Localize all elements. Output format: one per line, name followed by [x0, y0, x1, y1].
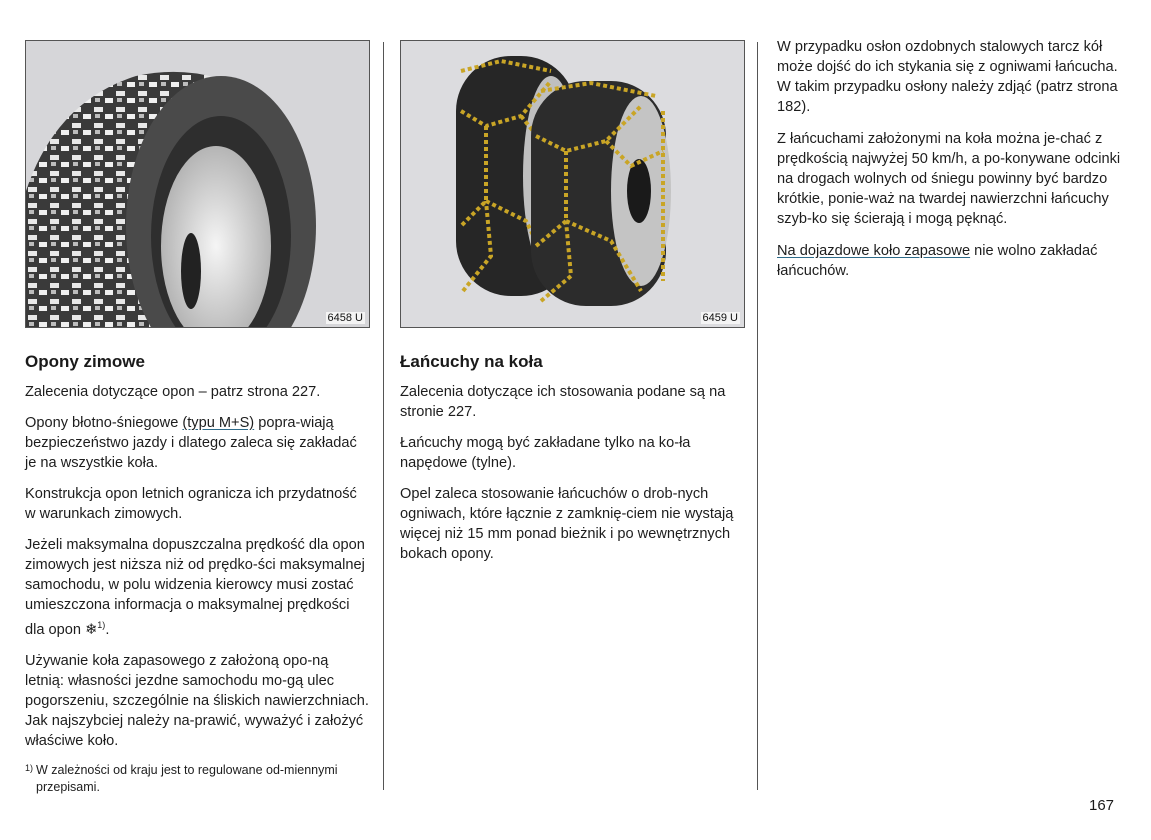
- text: popra-wiają bezpieczeństwo jazdy i dlatego zaleca się zakładać je na wszystkie koła.: [25, 415, 357, 471]
- paragraph: Opel zaleca stosowanie łańcuchów o drob-nych ogniwach, które łącznie z zamknię-ciem nie wystają więcej niż 15 mm ponad bieżnik i po wewnętrznych bokach opony.: [400, 486, 734, 562]
- ms-type-link[interactable]: (typu M+S): [182, 415, 255, 431]
- snow-chains-illustration: [401, 41, 745, 327]
- footnote-mark: 1): [25, 762, 34, 773]
- paragraph: Używanie koła zapasowego z założoną opo-ną letnią: własności jezdne samochodu mo-gą ulec pogorszeniu, szczególnie na śliskich nawierzchniach. Jak najszybciej należy na-prawić, wyważyć i założyć właściwe koło.: [25, 652, 369, 749]
- paragraph: [25, 413, 370, 473]
- figure-label: 6459 U: [702, 312, 738, 324]
- spare-wheel-link[interactable]: Na dojazdowe koło zapasowe: [777, 243, 971, 259]
- section-heading-winter-tires: Opony zimowe: [25, 352, 145, 371]
- paragraph: Z łańcuchami założonymi na koła można je-chać z prędkością najwyżej 50 km/h, a po-konywane odcinki na drogach wolnych od śniegu powinny być bardzo krótkie, ponie-waż na twardej nawierzchni łańcuchy szyb-ko się ścierają i mogą pęknąć.: [777, 131, 1121, 227]
- snow-chains-figure: [400, 40, 745, 328]
- right-column: [777, 37, 1127, 293]
- text: Jeżeli maksymalna dopuszczalna prędkość dla opon zimowych jest niższa niż od prędko-ści maksymalnej samochodu, w polu widzenia kierowcy musi zostać umieszczona informacja o maksymalnej prędkości dla opon: [25, 537, 365, 638]
- paragraph: Zalecenia dotyczące opon – patrz strona 227.: [25, 384, 321, 400]
- paragraph: Konstrukcja opon letnich ogranicza ich przydatność w warunkach zimowych.: [25, 486, 357, 522]
- winter-tire-illustration: [26, 41, 370, 327]
- text: Opony błotno-śniegowe: [25, 415, 183, 431]
- left-column: [25, 40, 370, 796]
- figure-label: 6458 U: [327, 312, 363, 324]
- column-divider-right: [757, 42, 758, 790]
- text: nie wolno zakładać łańcuchów.: [777, 243, 1098, 279]
- snowflake-icon: ❄: [85, 621, 98, 638]
- middle-column: [400, 40, 745, 575]
- footnote-reference: 1): [97, 620, 106, 630]
- paragraph: Łańcuchy mogą być zakładane tylko na ko-ła napędowe (tylne).: [400, 435, 691, 471]
- section-heading-snow-chains: Łańcuchy na koła: [400, 352, 543, 371]
- footnote: [25, 762, 370, 796]
- paragraph: Zalecenia dotyczące ich stosowania podane są na stronie 227.: [400, 384, 726, 420]
- text: .: [105, 621, 110, 638]
- column-divider-left: [383, 42, 384, 790]
- page-number: 167: [1089, 797, 1115, 814]
- paragraph: [777, 241, 1127, 281]
- paragraph: [25, 535, 370, 640]
- chained-tire-front: [531, 81, 671, 306]
- paragraph: W przypadku osłon ozdobnych stalowych tarcz kół może dojść do ich stykania się z ogniwami łańcucha. W takim przypadku osłony należy zdjąć (patrz strona 182).: [777, 39, 1118, 115]
- winter-tire-figure: [25, 40, 370, 328]
- wheel-hub: [181, 233, 201, 309]
- footnote-text: W zależności od kraju jest to regulowane od-miennymi przepisami.: [36, 762, 338, 794]
